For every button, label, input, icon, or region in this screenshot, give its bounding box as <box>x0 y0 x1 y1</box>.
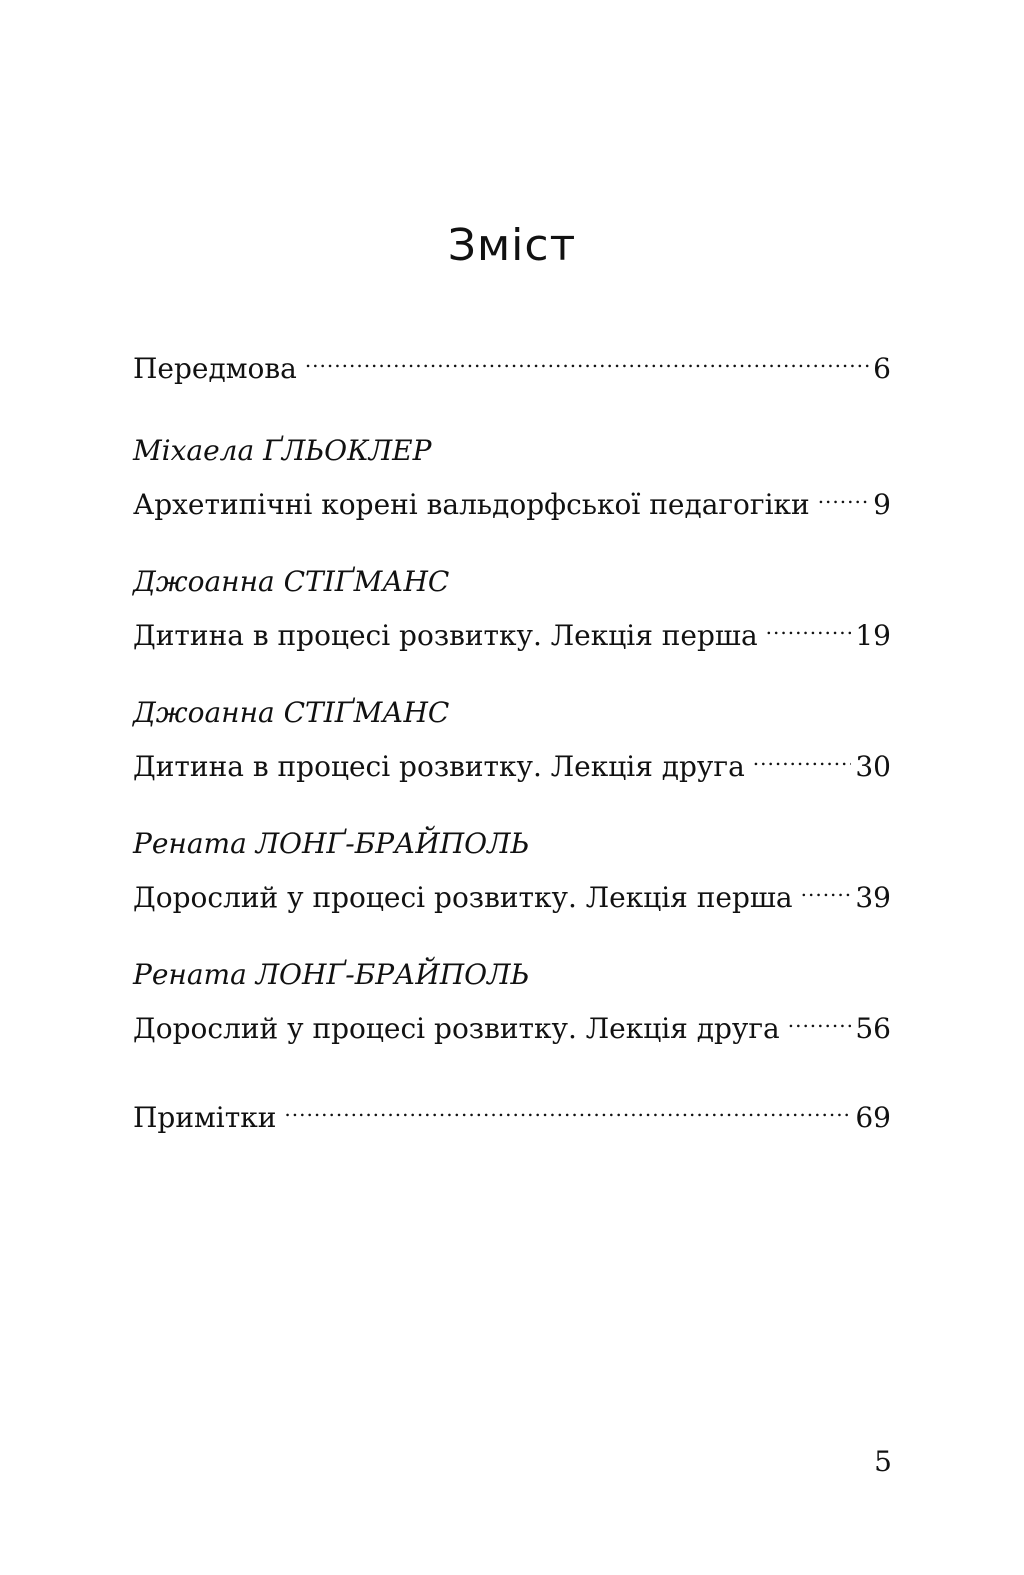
toc-entry-page: 56 <box>855 1012 891 1045</box>
toc-entry-notes <box>133 1085 891 1134</box>
toc-entry-title: Дитина в процесі розвитку. Лекція друга <box>133 750 745 783</box>
toc-line[interactable] <box>133 1085 891 1134</box>
toc-entry-page: 19 <box>855 619 891 652</box>
toc-entry-title: Дитина в процесі розвитку. Лекція перша <box>133 619 758 652</box>
toc-line[interactable] <box>133 865 891 914</box>
page-title: Зміст <box>447 220 577 271</box>
toc-leader-dots <box>284 1085 851 1127</box>
toc-line[interactable] <box>133 734 891 783</box>
toc-leader-dots <box>801 865 852 907</box>
toc-entry-page: 6 <box>873 352 891 385</box>
toc-line[interactable] <box>133 336 891 385</box>
toc-entry-page: 30 <box>855 750 891 783</box>
toc-entry-page: 39 <box>855 881 891 914</box>
toc-entry-author: Рената ЛОНҐ-БРАЙПОЛЬ <box>133 958 530 991</box>
table-of-contents <box>133 336 891 1179</box>
toc-entry-page: 69 <box>855 1101 891 1134</box>
toc-line[interactable] <box>133 472 891 521</box>
toc-line[interactable] <box>133 996 891 1045</box>
toc-entry <box>133 954 891 1045</box>
toc-leader-dots <box>753 734 852 776</box>
toc-entry-title: Дорослий у процесі розвитку. Лекція друга <box>133 1012 780 1045</box>
toc-entry <box>133 430 891 521</box>
toc-entry-title: Примітки <box>133 1101 277 1134</box>
toc-leader-dots <box>305 336 869 378</box>
toc-entry-author: Рената ЛОНҐ-БРАЙПОЛЬ <box>133 827 530 860</box>
toc-entry-title: Дорослий у процесі розвитку. Лекція перша <box>133 881 793 914</box>
toc-leader-dots <box>766 603 852 645</box>
toc-entry-preface <box>133 336 891 385</box>
toc-entry <box>133 823 891 914</box>
toc-leader-dots <box>788 996 852 1038</box>
toc-entry-author: Міхаела ҐЛЬОКЛЕР <box>133 434 432 467</box>
toc-entry-page: 9 <box>873 488 891 521</box>
toc-line[interactable] <box>133 603 891 652</box>
toc-entry <box>133 692 891 783</box>
toc-entry <box>133 561 891 652</box>
page-number: 5 <box>874 1445 892 1478</box>
toc-entry-author: Джоанна СТІҐМАНС <box>133 696 450 729</box>
toc-leader-dots <box>818 472 869 514</box>
toc-entry-title: Передмова <box>133 352 297 385</box>
toc-entry-title: Архетипічні корені вальдорфської педагогіки <box>133 488 810 521</box>
toc-entry-author: Джоанна СТІҐМАНС <box>133 565 450 598</box>
